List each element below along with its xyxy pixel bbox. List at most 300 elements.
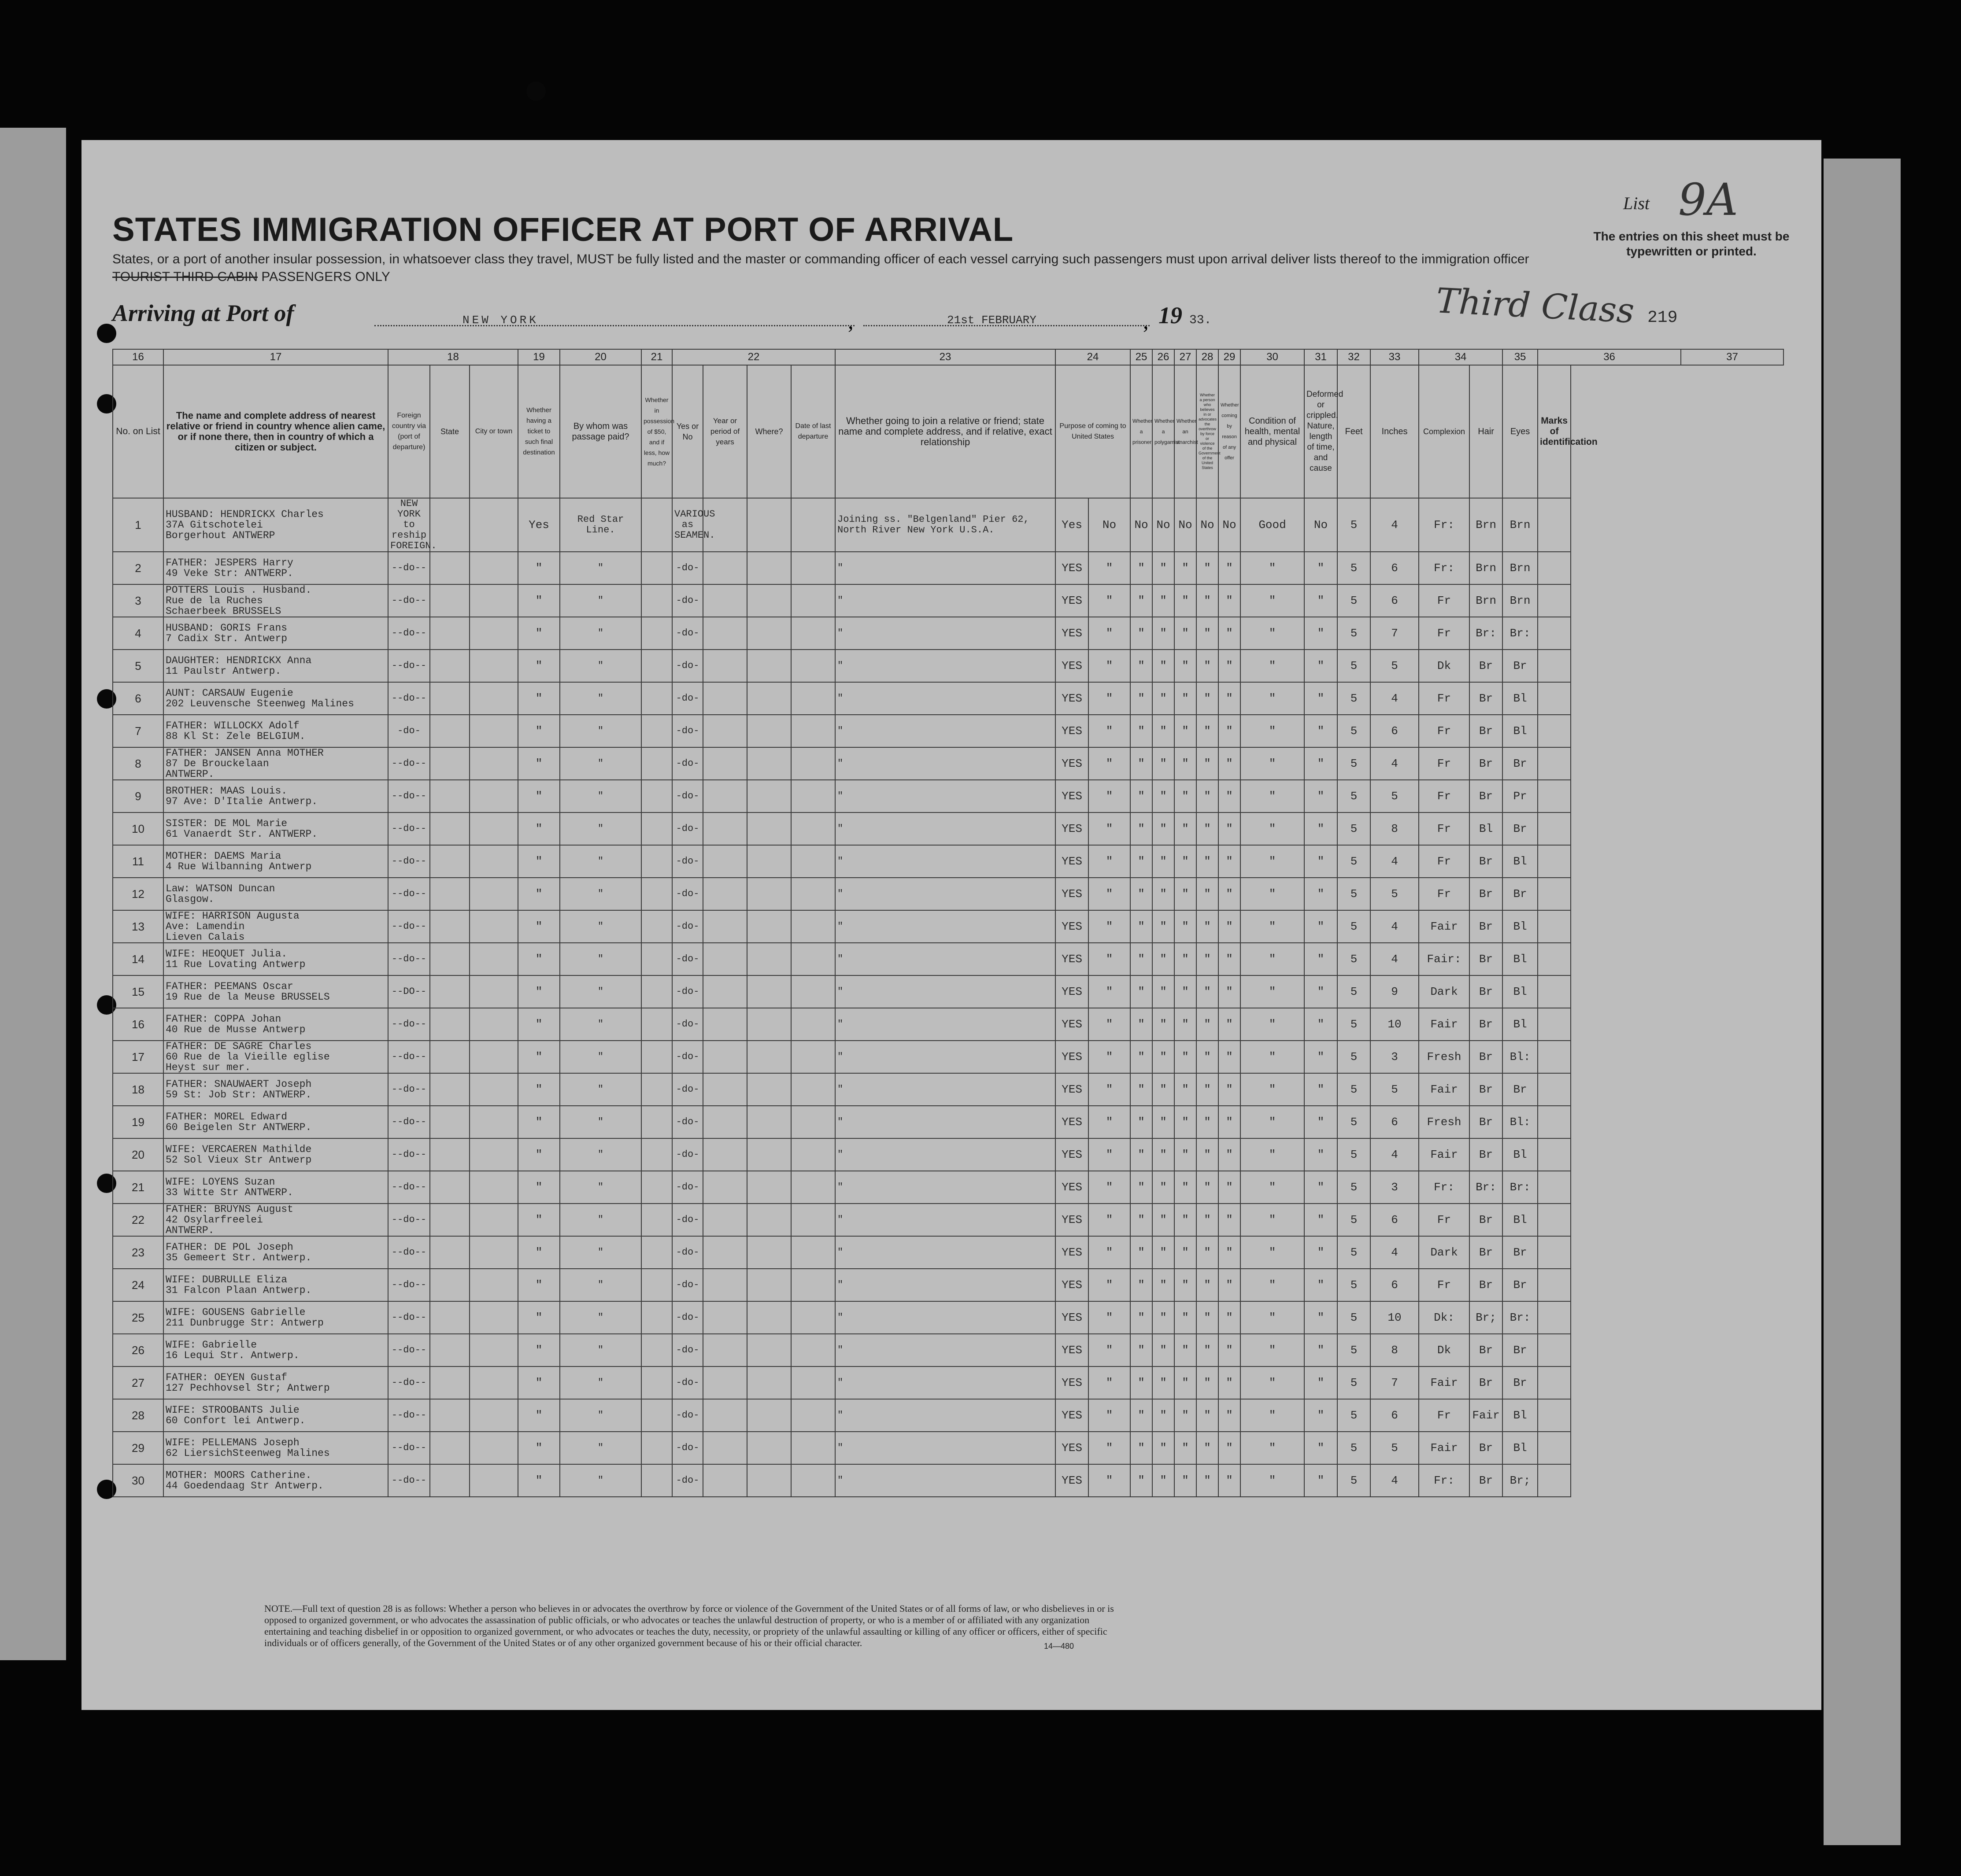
where xyxy=(747,1399,791,1432)
health: " xyxy=(1240,1106,1304,1138)
hair: Br xyxy=(1469,975,1502,1008)
table-row xyxy=(113,975,1783,1008)
ticket: " xyxy=(518,1432,560,1464)
port-label: Arriving at Port of xyxy=(112,300,294,326)
table-row xyxy=(113,1138,1783,1171)
q25: " xyxy=(1088,1269,1130,1301)
q28: " xyxy=(1174,715,1196,747)
feet: 5 xyxy=(1337,650,1370,682)
dest-state xyxy=(430,584,470,617)
dest-state xyxy=(430,1204,470,1236)
feet: 5 xyxy=(1337,1366,1370,1399)
table-row xyxy=(113,1236,1783,1269)
inches: 8 xyxy=(1370,1334,1419,1366)
q25: " xyxy=(1088,1204,1130,1236)
header-where: Where? xyxy=(747,365,791,498)
q27: " xyxy=(1152,878,1174,910)
health: " xyxy=(1240,1464,1304,1497)
destination: NEW YORK to reship FOREIGN. xyxy=(388,498,430,552)
health: " xyxy=(1240,1432,1304,1464)
dest-city xyxy=(470,617,518,650)
marks xyxy=(1538,650,1571,682)
dest-city xyxy=(470,650,518,682)
relative-address xyxy=(163,975,388,1008)
dest-city xyxy=(470,1106,518,1138)
date-last xyxy=(791,845,835,878)
relative-address xyxy=(163,584,388,617)
q25: " xyxy=(1088,975,1130,1008)
q29: " xyxy=(1196,617,1218,650)
destination: --do-- xyxy=(388,812,430,845)
feet: 5 xyxy=(1337,878,1370,910)
dest-city xyxy=(470,498,518,552)
q27: " xyxy=(1152,1171,1174,1204)
year-period xyxy=(703,1138,747,1171)
ever-before: -do- xyxy=(672,845,703,878)
marks xyxy=(1538,812,1571,845)
relative-line: WIFE: DUBRULLE Eliza xyxy=(166,1274,288,1285)
ever-before: -do- xyxy=(672,1106,703,1138)
q25: " xyxy=(1088,1366,1130,1399)
q26: " xyxy=(1130,845,1152,878)
destination: --do-- xyxy=(388,1236,430,1269)
health: " xyxy=(1240,1073,1304,1106)
passage-paid: " xyxy=(560,780,641,812)
q30: " xyxy=(1218,943,1240,975)
purpose: Yes xyxy=(1055,498,1088,552)
dest-city xyxy=(470,1464,518,1497)
passage-paid: " xyxy=(560,650,641,682)
ticket: " xyxy=(518,1171,560,1204)
colnum: 29 xyxy=(1218,349,1240,365)
feet: 5 xyxy=(1337,943,1370,975)
dest-city xyxy=(470,715,518,747)
date-last xyxy=(791,1008,835,1041)
passage-paid: " xyxy=(560,552,641,584)
feet: 5 xyxy=(1337,1464,1370,1497)
marks xyxy=(1538,1171,1571,1204)
q27: " xyxy=(1152,1269,1174,1301)
q29: " xyxy=(1196,1399,1218,1432)
joining: " xyxy=(835,975,1055,1008)
dest-city xyxy=(470,780,518,812)
feet: 5 xyxy=(1337,617,1370,650)
possession xyxy=(641,1106,672,1138)
table-row xyxy=(113,552,1783,584)
eyes: Brn xyxy=(1502,552,1538,584)
colnum: 19 xyxy=(518,349,560,365)
destination: --do-- xyxy=(388,943,430,975)
deformed: " xyxy=(1304,910,1337,943)
health: " xyxy=(1240,1236,1304,1269)
deformed: " xyxy=(1304,1041,1337,1073)
relative-address xyxy=(163,747,388,780)
row-number: 11 xyxy=(113,845,163,878)
dest-state xyxy=(430,650,470,682)
row-number: 1 xyxy=(113,498,163,552)
q28: " xyxy=(1174,1366,1196,1399)
ticket: " xyxy=(518,1106,560,1138)
colnum: 35 xyxy=(1502,349,1538,365)
header-passage: By whom was passage paid? xyxy=(560,365,641,498)
feet: 5 xyxy=(1337,1073,1370,1106)
row-number: 16 xyxy=(113,1008,163,1041)
table-row xyxy=(113,1171,1783,1204)
complexion: Fr: xyxy=(1419,1171,1469,1204)
eyes: Br xyxy=(1502,1334,1538,1366)
hair: Brn xyxy=(1469,552,1502,584)
deformed: " xyxy=(1304,1301,1337,1334)
hair: Br xyxy=(1469,1432,1502,1464)
year-period xyxy=(703,1236,747,1269)
health: " xyxy=(1240,747,1304,780)
relative-line: 31 Falcon Plaan Antwerp. xyxy=(166,1285,312,1296)
table-row xyxy=(113,1106,1783,1138)
feet: 5 xyxy=(1337,1008,1370,1041)
health: " xyxy=(1240,1301,1304,1334)
dest-state xyxy=(430,975,470,1008)
date-last xyxy=(791,715,835,747)
q30: " xyxy=(1218,1269,1240,1301)
colnum: 31 xyxy=(1304,349,1337,365)
complexion: Fair xyxy=(1419,1073,1469,1106)
inches: 6 xyxy=(1370,1269,1419,1301)
q30: " xyxy=(1218,812,1240,845)
date-value: 21st FEBRUARY xyxy=(947,314,1036,327)
passage-paid: " xyxy=(560,682,641,715)
health: " xyxy=(1240,1041,1304,1073)
complexion: Dark xyxy=(1419,1236,1469,1269)
relative-address xyxy=(163,650,388,682)
q26: " xyxy=(1130,910,1152,943)
purpose: YES xyxy=(1055,1366,1088,1399)
eyes: Bl xyxy=(1502,715,1538,747)
q26: " xyxy=(1130,943,1152,975)
dest-city xyxy=(470,584,518,617)
complexion: Fair: xyxy=(1419,943,1469,975)
q28: " xyxy=(1174,780,1196,812)
q30: " xyxy=(1218,1399,1240,1432)
dest-state xyxy=(430,845,470,878)
eyes: Bl xyxy=(1502,1399,1538,1432)
purpose: YES xyxy=(1055,1204,1088,1236)
relative-line: Schaerbeek BRUSSELS xyxy=(166,606,281,617)
q28: " xyxy=(1174,812,1196,845)
passage-paid: " xyxy=(560,943,641,975)
dest-state xyxy=(430,1269,470,1301)
handwritten-class: Third Class xyxy=(1435,281,1635,331)
ever-before: VARIOUS as SEAMEN. xyxy=(672,498,703,552)
q29: " xyxy=(1196,1073,1218,1106)
deformed: " xyxy=(1304,812,1337,845)
header-city: City or town xyxy=(470,365,518,498)
q25: " xyxy=(1088,1464,1130,1497)
row-number: 8 xyxy=(113,747,163,780)
marks xyxy=(1538,1236,1571,1269)
feet: 5 xyxy=(1337,1432,1370,1464)
q29: " xyxy=(1196,878,1218,910)
eyes: Br; xyxy=(1502,1464,1538,1497)
where xyxy=(747,878,791,910)
relative-line: WIFE: HEOQUET Julia. xyxy=(166,948,288,960)
colnum: 27 xyxy=(1174,349,1196,365)
header-purpose: Purpose of coming to United States xyxy=(1055,365,1130,498)
colnum: 30 xyxy=(1240,349,1304,365)
relative-line: FATHER: DE POL Joseph xyxy=(166,1241,293,1253)
deformed: No xyxy=(1304,498,1337,552)
complexion: Fr: xyxy=(1419,1464,1469,1497)
purpose: YES xyxy=(1055,747,1088,780)
relative-address xyxy=(163,1334,388,1366)
q25: No xyxy=(1088,498,1130,552)
table-row xyxy=(113,1334,1783,1366)
possession xyxy=(641,584,672,617)
q30: " xyxy=(1218,845,1240,878)
inches: 4 xyxy=(1370,910,1419,943)
eyes: Bl xyxy=(1502,975,1538,1008)
year-period xyxy=(703,1399,747,1432)
relative-line: MOTHER: MOORS Catherine. xyxy=(166,1470,312,1481)
relative-line: HUSBAND: HENDRICKX Charles xyxy=(166,509,324,520)
date-last xyxy=(791,498,835,552)
relative-line: 19 Rue de la Meuse BRUSSELS xyxy=(166,991,330,1003)
eyes: Br: xyxy=(1502,1171,1538,1204)
port-line xyxy=(374,325,855,326)
relative-address xyxy=(163,1204,388,1236)
q25: " xyxy=(1088,584,1130,617)
relative-address xyxy=(163,1464,388,1497)
q29: " xyxy=(1196,975,1218,1008)
possession xyxy=(641,1399,672,1432)
q28: " xyxy=(1174,910,1196,943)
ever-before: -do- xyxy=(672,1138,703,1171)
destination: --do-- xyxy=(388,584,430,617)
q27: " xyxy=(1152,1204,1174,1236)
feet: 5 xyxy=(1337,1138,1370,1171)
q25: " xyxy=(1088,1106,1130,1138)
where xyxy=(747,1041,791,1073)
q28: " xyxy=(1174,1269,1196,1301)
where xyxy=(747,910,791,943)
date-last xyxy=(791,910,835,943)
year-period xyxy=(703,1269,747,1301)
q30: " xyxy=(1218,1432,1240,1464)
inches: 5 xyxy=(1370,650,1419,682)
destination: --do-- xyxy=(388,1366,430,1399)
date-last xyxy=(791,1073,835,1106)
q30: " xyxy=(1218,910,1240,943)
marks xyxy=(1538,1432,1571,1464)
colnum: 17 xyxy=(163,349,388,365)
year-period xyxy=(703,780,747,812)
feet: 5 xyxy=(1337,780,1370,812)
joining: " xyxy=(835,1138,1055,1171)
row-number: 20 xyxy=(113,1138,163,1171)
hair: Br xyxy=(1469,1334,1502,1366)
q26: " xyxy=(1130,1269,1152,1301)
year-period xyxy=(703,552,747,584)
date-last xyxy=(791,1236,835,1269)
hair: Br; xyxy=(1469,1301,1502,1334)
dest-state xyxy=(430,1073,470,1106)
deformed: " xyxy=(1304,1269,1337,1301)
q26: " xyxy=(1130,780,1152,812)
ever-before: -do- xyxy=(672,943,703,975)
complexion: Dk xyxy=(1419,650,1469,682)
row-number: 10 xyxy=(113,812,163,845)
dest-city xyxy=(470,747,518,780)
passage-paid: " xyxy=(560,1269,641,1301)
where xyxy=(747,1008,791,1041)
hair: Br xyxy=(1469,1269,1502,1301)
q30: " xyxy=(1218,1236,1240,1269)
q26: " xyxy=(1130,1204,1152,1236)
relative-line: HUSBAND: GORIS Frans xyxy=(166,622,288,634)
complexion: Fr xyxy=(1419,845,1469,878)
row-number: 27 xyxy=(113,1366,163,1399)
marks xyxy=(1538,617,1571,650)
header-state: State xyxy=(430,365,470,498)
dest-city xyxy=(470,1008,518,1041)
q26: " xyxy=(1130,1366,1152,1399)
possession xyxy=(641,617,672,650)
q27: " xyxy=(1152,1073,1174,1106)
deformed: " xyxy=(1304,617,1337,650)
joining: " xyxy=(835,715,1055,747)
deformed: " xyxy=(1304,878,1337,910)
relative-address xyxy=(163,1366,388,1399)
complexion: Fair xyxy=(1419,1366,1469,1399)
relative-line: WIFE: Gabrielle xyxy=(166,1339,257,1351)
marks xyxy=(1538,1464,1571,1497)
marks xyxy=(1538,1106,1571,1138)
relative-line: 42 Osylarfreelei xyxy=(166,1214,263,1226)
header-joining: Whether going to join a relative or friend; state name and complete address, and if relative, exact relationship xyxy=(835,365,1055,498)
possession xyxy=(641,975,672,1008)
purpose: YES xyxy=(1055,845,1088,878)
year-period xyxy=(703,584,747,617)
relative-line: 52 Sol Vieux Str Antwerp xyxy=(166,1154,312,1166)
q25: " xyxy=(1088,1171,1130,1204)
colnum: 20 xyxy=(560,349,641,365)
footnote: NOTE.—Full text of question 28 is as follows: Whether a person who believes in or advocates the overthrow by force or violence of the Government of the United States or of all forms of law, or who disbelieves in or is opposed to organized government, or who advocates the assassination of public officials, or who advocates or teaches the unlawful destruction of property, or who is a member of or affiliated with any organization entertaining and teaching disbelief in or opposition to organized government, or who advocates or teaches the duty, necessity, or propriety of the unlawful assaulting or killing of any officer or officers, either of specific individuals or of officers generally, of the Government of the United States or of any other organized government because of his or their official character. xyxy=(264,1603,1114,1648)
relative-line: 35 Gemeert Str. Antwerp. xyxy=(166,1252,312,1263)
q30: " xyxy=(1218,1041,1240,1073)
row-number: 3 xyxy=(113,584,163,617)
destination: --do-- xyxy=(388,845,430,878)
marks xyxy=(1538,1269,1571,1301)
dest-city xyxy=(470,910,518,943)
header-eyes: Eyes xyxy=(1502,365,1538,498)
passage-paid: " xyxy=(560,812,641,845)
joining: " xyxy=(835,1301,1055,1334)
q28: " xyxy=(1174,1008,1196,1041)
passage-paid: " xyxy=(560,1138,641,1171)
colnum: 23 xyxy=(835,349,1055,365)
possession xyxy=(641,1073,672,1106)
ticket: " xyxy=(518,1464,560,1497)
health: " xyxy=(1240,943,1304,975)
q30: " xyxy=(1218,715,1240,747)
marks xyxy=(1538,975,1571,1008)
where xyxy=(747,975,791,1008)
marks xyxy=(1538,1301,1571,1334)
ticket: " xyxy=(518,1073,560,1106)
q28: " xyxy=(1174,1236,1196,1269)
q29: " xyxy=(1196,1236,1218,1269)
q25: " xyxy=(1088,650,1130,682)
hair: Br xyxy=(1469,1366,1502,1399)
header-anarchist: Whether an anarchist xyxy=(1174,365,1196,498)
q30: " xyxy=(1218,617,1240,650)
q26: " xyxy=(1130,617,1152,650)
deformed: " xyxy=(1304,1008,1337,1041)
destination: --do-- xyxy=(388,1204,430,1236)
colnum: 33 xyxy=(1370,349,1419,365)
q27: " xyxy=(1152,1432,1174,1464)
relative-line: ANTWERP. xyxy=(166,1225,215,1236)
health: " xyxy=(1240,780,1304,812)
ticket: " xyxy=(518,1366,560,1399)
q30: " xyxy=(1218,552,1240,584)
table-row xyxy=(113,943,1783,975)
dest-state xyxy=(430,910,470,943)
q28: " xyxy=(1174,1138,1196,1171)
passage-paid: " xyxy=(560,617,641,650)
class-rest: PASSENGERS ONLY xyxy=(261,270,390,284)
health: " xyxy=(1240,812,1304,845)
date-last xyxy=(791,943,835,975)
relative-line: WIFE: HARRISON Augusta xyxy=(166,910,300,922)
q26: " xyxy=(1130,1041,1152,1073)
q26: " xyxy=(1130,584,1152,617)
q26: " xyxy=(1130,1301,1152,1334)
marks xyxy=(1538,910,1571,943)
complexion: Fr xyxy=(1419,617,1469,650)
row-number: 5 xyxy=(113,650,163,682)
q28: " xyxy=(1174,1106,1196,1138)
joining: " xyxy=(835,1464,1055,1497)
hair: Brn xyxy=(1469,584,1502,617)
joining: " xyxy=(835,780,1055,812)
header-no-on-list: No. on List xyxy=(113,365,163,498)
where xyxy=(747,747,791,780)
hair: Brn xyxy=(1469,498,1502,552)
q27: " xyxy=(1152,1106,1174,1138)
q25: " xyxy=(1088,747,1130,780)
marks xyxy=(1538,1073,1571,1106)
possession xyxy=(641,498,672,552)
relative-line: Law: WATSON Duncan xyxy=(166,883,275,894)
purpose: YES xyxy=(1055,1399,1088,1432)
complexion: Fr xyxy=(1419,682,1469,715)
passage-paid: " xyxy=(560,878,641,910)
table-row xyxy=(113,780,1783,812)
hair: Br xyxy=(1469,1138,1502,1171)
ticket: " xyxy=(518,650,560,682)
ever-before: -do- xyxy=(672,812,703,845)
table-row xyxy=(113,498,1783,552)
relative-line: 60 Rue de la Vieille eglise xyxy=(166,1051,330,1063)
dest-city xyxy=(470,1236,518,1269)
year-period xyxy=(703,682,747,715)
complexion: Fair xyxy=(1419,1432,1469,1464)
dest-city xyxy=(470,1366,518,1399)
relative-line: FATHER: MOREL Edward xyxy=(166,1111,288,1123)
year-period xyxy=(703,1301,747,1334)
q30: " xyxy=(1218,747,1240,780)
feet: 5 xyxy=(1337,1399,1370,1432)
